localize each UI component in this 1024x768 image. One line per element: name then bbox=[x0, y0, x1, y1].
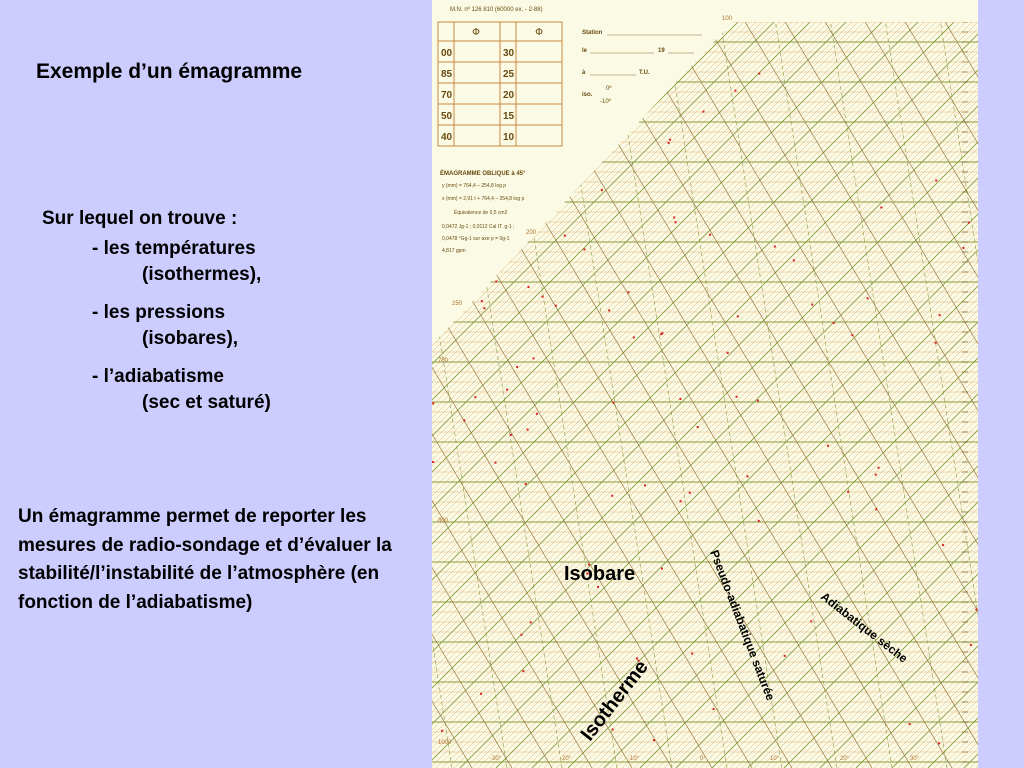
table-left-0: 00 bbox=[441, 48, 453, 59]
bullet-temperatures-detail: (isothermes), bbox=[142, 264, 262, 285]
reference-mark bbox=[880, 206, 882, 208]
table-left-1: 85 bbox=[441, 69, 453, 80]
reference-mark bbox=[758, 520, 760, 522]
temp-label-0: 0° bbox=[700, 756, 706, 762]
reference-mark bbox=[746, 475, 748, 477]
table-right-0: 30 bbox=[503, 48, 515, 59]
reference-mark bbox=[536, 413, 538, 415]
table-left-2: 70 bbox=[441, 90, 453, 101]
label-pseudo-adiabatique: Pseudo-adiabatique saturée bbox=[707, 548, 778, 703]
reference-mark bbox=[810, 620, 812, 622]
reference-mark bbox=[653, 739, 655, 741]
reference-mark bbox=[481, 300, 483, 302]
reference-mark bbox=[597, 586, 599, 588]
temp-label-30: 30° bbox=[910, 756, 920, 762]
reference-mark bbox=[668, 142, 670, 144]
reference-mark bbox=[851, 334, 853, 336]
phi-symbol-right: Φ bbox=[535, 27, 543, 38]
reference-mark bbox=[611, 495, 613, 497]
bullet-adiabatism-label: - l’adiabatisme bbox=[92, 366, 224, 387]
reference-mark bbox=[970, 644, 972, 646]
reference-mark bbox=[522, 670, 524, 672]
reference-mark bbox=[935, 179, 937, 181]
temp-label-20: 20° bbox=[840, 756, 850, 762]
reference-mark bbox=[555, 305, 557, 307]
emagram-svg bbox=[432, 0, 978, 768]
form-year: 19 bbox=[658, 48, 665, 54]
bullet-adiabatism bbox=[92, 364, 271, 416]
form-tu: T.U. bbox=[639, 70, 650, 76]
legend-line-3: 0,0472 Jg-1 ; 0,0112 Cal IT. g-1 ; bbox=[442, 224, 515, 230]
reference-mark bbox=[612, 728, 614, 730]
temp-label-m10: -10° bbox=[628, 756, 640, 762]
temp-label-m30: -30° bbox=[490, 756, 502, 762]
reference-mark bbox=[709, 234, 711, 236]
reference-mark bbox=[474, 396, 476, 398]
table-left-3: 50 bbox=[441, 111, 453, 122]
bullet-pressures-detail: (isobares), bbox=[142, 328, 239, 349]
reference-mark bbox=[811, 304, 813, 306]
reference-mark bbox=[875, 474, 877, 476]
reference-mark bbox=[909, 723, 911, 725]
legend-line-4: 0,0478 °Gg-1 sur axe p = 0g-1 bbox=[442, 236, 510, 242]
legend-title: ÉMAGRAMME OBLIQUE à 45° bbox=[440, 171, 526, 177]
form-zero: 0º bbox=[606, 86, 612, 92]
reference-mark bbox=[942, 544, 944, 546]
label-adiabatique-seche: Adiabatique sèche bbox=[818, 589, 911, 666]
label-isotherme: Isotherme bbox=[576, 656, 653, 746]
pressure-label-200: 200 bbox=[526, 230, 537, 236]
reference-mark bbox=[975, 609, 977, 611]
reference-mark bbox=[727, 352, 729, 354]
reference-mark bbox=[697, 426, 699, 428]
form-minus-ten: -10º bbox=[600, 99, 611, 105]
reference-mark bbox=[793, 259, 795, 261]
reference-mark bbox=[737, 315, 739, 317]
reference-mark bbox=[530, 621, 532, 623]
reference-mark bbox=[644, 484, 646, 486]
reference-mark bbox=[463, 419, 465, 421]
form-reference: M.N. nº 126 810 (60000 ex. - 2-88) bbox=[450, 7, 543, 13]
reference-mark bbox=[878, 467, 880, 469]
pressure-label-250: 250 bbox=[452, 301, 463, 307]
table-right-4: 10 bbox=[503, 132, 515, 143]
form-station: Station bbox=[582, 30, 603, 36]
reference-mark bbox=[669, 139, 671, 141]
bullet-temperatures-label: - les températures bbox=[92, 238, 256, 259]
reference-mark bbox=[938, 742, 940, 744]
reference-mark bbox=[542, 296, 544, 298]
form-le: le bbox=[582, 48, 588, 54]
reference-mark bbox=[867, 297, 869, 299]
reference-mark bbox=[675, 221, 677, 223]
reference-mark bbox=[660, 333, 662, 335]
reference-mark bbox=[847, 491, 849, 493]
label-isobare: Isobare bbox=[564, 563, 636, 585]
table-right-2: 20 bbox=[503, 90, 515, 101]
reference-mark bbox=[661, 568, 663, 570]
temp-label-10: 10° bbox=[770, 756, 780, 762]
form-a: à bbox=[582, 70, 586, 76]
reference-mark bbox=[494, 462, 496, 464]
description-paragraph: Un émagramme permet de reporter les mesures de radio-sondage et d’évaluer la stabilité/l’instabilité de l’atmosphère (en fonction de l’adiabatisme) bbox=[18, 506, 392, 613]
reference-mark bbox=[702, 111, 704, 113]
reference-mark bbox=[774, 246, 776, 248]
reference-mark bbox=[510, 434, 512, 436]
pressure-label-700: 700 bbox=[438, 358, 449, 364]
reference-mark bbox=[784, 655, 786, 657]
phi-symbol-left: Φ bbox=[472, 27, 480, 38]
reference-mark bbox=[432, 461, 434, 463]
reference-mark bbox=[680, 500, 682, 502]
temp-label-m20: -20° bbox=[560, 756, 572, 762]
reference-mark bbox=[533, 357, 535, 359]
bullet-adiabatism-detail: (sec et saturé) bbox=[142, 392, 271, 413]
reference-mark bbox=[441, 730, 443, 732]
table-left-4: 40 bbox=[441, 132, 453, 143]
bullet-temperatures bbox=[92, 236, 271, 288]
reference-mark bbox=[612, 402, 614, 404]
legend-line-5: 4,817 gpm bbox=[442, 248, 466, 254]
reference-mark bbox=[968, 222, 970, 224]
reference-mark bbox=[758, 73, 760, 75]
table-right-1: 25 bbox=[503, 69, 515, 80]
reference-mark bbox=[432, 402, 434, 404]
bullet-intro: Sur lequel on trouve : bbox=[42, 208, 238, 229]
reference-mark bbox=[939, 314, 941, 316]
bullet-pressures bbox=[92, 300, 271, 352]
reference-mark bbox=[734, 90, 736, 92]
reference-mark bbox=[875, 508, 877, 510]
bullet-pressures-label: - les pressions bbox=[92, 302, 226, 323]
reference-mark bbox=[495, 281, 497, 283]
reference-mark bbox=[601, 189, 603, 191]
legend-line-2: Équivalence de 0,5 cm2 bbox=[454, 210, 508, 216]
pressure-label-100: 100 bbox=[722, 16, 733, 22]
reference-mark bbox=[483, 307, 485, 309]
reference-mark bbox=[583, 248, 585, 250]
reference-mark bbox=[679, 398, 681, 400]
bullet-list bbox=[42, 206, 271, 428]
reference-mark bbox=[962, 247, 964, 249]
legend-line-0: y (mm) = 764,4 – 254,8 log p bbox=[442, 183, 507, 189]
reference-mark bbox=[833, 322, 835, 324]
reference-mark bbox=[627, 291, 629, 293]
reference-mark bbox=[691, 653, 693, 655]
slide-title: Exemple d’un émagramme bbox=[36, 60, 303, 83]
reference-mark bbox=[516, 366, 518, 368]
reference-mark bbox=[713, 708, 715, 710]
pressure-label-850: 800 bbox=[438, 518, 449, 524]
reference-mark bbox=[608, 309, 610, 311]
emagram-diagram bbox=[432, 0, 978, 768]
reference-mark bbox=[528, 286, 530, 288]
reference-mark bbox=[480, 693, 482, 695]
reference-mark bbox=[673, 216, 675, 218]
reference-mark bbox=[506, 389, 508, 391]
reference-mark bbox=[525, 483, 527, 485]
legend-line-1: x (mm) = 2,91 t + 764,4 – 254,8 log p bbox=[442, 196, 525, 202]
reference-mark bbox=[520, 634, 522, 636]
reference-mark bbox=[633, 336, 635, 338]
reference-mark bbox=[564, 235, 566, 237]
form-iso: iso. bbox=[582, 92, 593, 98]
reference-mark bbox=[827, 445, 829, 447]
pressure-label-1000: 1000 bbox=[438, 740, 452, 746]
reference-mark bbox=[757, 399, 759, 401]
reference-mark bbox=[689, 492, 691, 494]
reference-mark bbox=[935, 342, 937, 344]
reference-mark bbox=[736, 396, 738, 398]
reference-mark bbox=[527, 429, 529, 431]
table-right-3: 15 bbox=[503, 111, 515, 122]
